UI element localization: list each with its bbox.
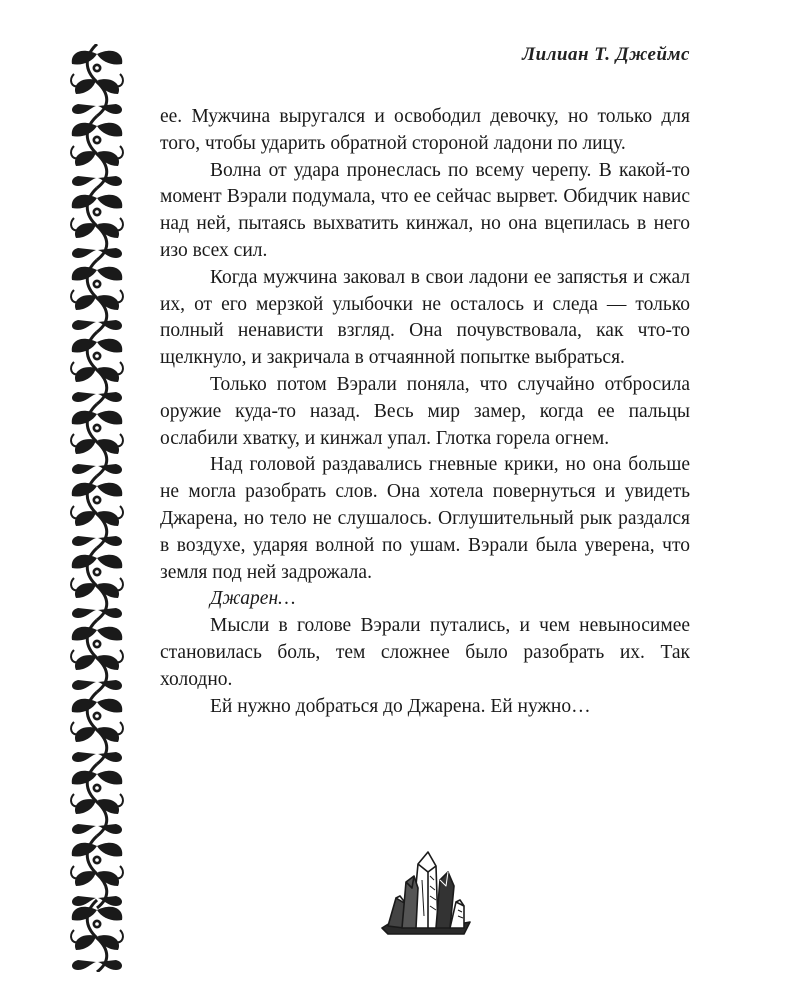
paragraph: Над головой раздавались гневные крики, но она больше не могла разобрать слов. Она хотела повернуться и увидеть Джарена, но тело не слушалось. Оглушительный рык раздался в воздухе, ударяя волной по ушам. Вэрали была уверена, что земля под ней задрожала. [160,454,690,583]
running-title: Лилиан Т. Джеймс [522,44,690,65]
paragraph: Ей нужно добраться до Джарена. Ей нужно… [210,695,591,717]
paragraph-italic: Джарен… [210,588,296,610]
crystal-icon [378,846,474,936]
paragraph: Волна от удара пронеслась по всему черепу. В какой-то момент Вэрали подумала, что ее сейчас вырвет. Обидчик навис над ней, пытаясь выхватить кинжал, но она вцепилась в него изо всех сил. [160,159,690,261]
paragraph: Когда мужчина заковал в свои ладони ее запястья и сжал их, от его мерзкой улыбочки не осталось и следа — только полный ненависти взгляд. Она почувствовала, как что-то щелкнуло, и закричала в отчаянной попытке выбраться. [160,266,690,369]
body-text [160,104,690,720]
paragraph: ее. Мужчина выругался и освободил девочку, но только для того, чтобы ударить обратной стороной ладони по лицу. [160,106,690,154]
floral-border-icon [66,44,128,972]
paragraph: Мысли в голове Вэрали путались, и чем невыносимее становилась боль, тем сложнее было разобрать их. Так холодно. [160,615,690,690]
paragraph: Только потом Вэрали поняла, что случайно отбросила оружие куда-то назад. Весь мир замер, когда ее пальцы ослабили хватку, и кинжал упал. Глотка горела огнем. [160,373,690,449]
